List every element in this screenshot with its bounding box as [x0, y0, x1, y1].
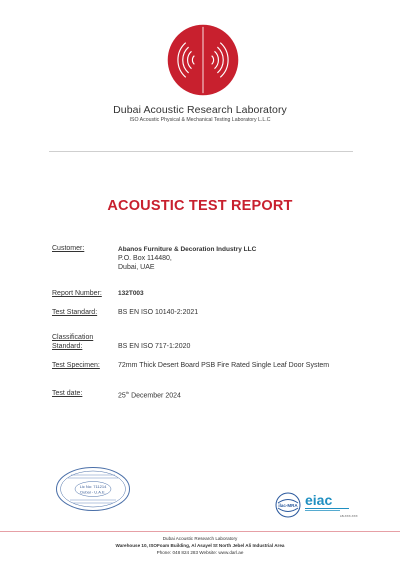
classification-standard-value: BS EN ISO 717-1:2020 — [118, 343, 191, 350]
classification-label-line2: Standard: — [52, 343, 83, 350]
footer-contact: Phone: 048 824 283 Website: www.darl.ae — [156, 550, 244, 555]
header-divider — [49, 151, 353, 152]
eiac-label: eiac — [305, 492, 333, 508]
ilac-mra-logo — [275, 492, 301, 518]
test-standard-value: BS EN ISO 10140-2:2021 — [118, 309, 199, 316]
customer-label: Customer: — [52, 245, 85, 252]
eiac-code: LB-XXX-XXX — [340, 514, 358, 518]
footer-divider — [0, 531, 400, 532]
lab-name: Dubai Acoustic Research Laboratory — [113, 104, 287, 116]
company-stamp — [55, 466, 131, 512]
test-specimen-label: Test Specimen: — [52, 362, 100, 369]
test-date-label: Test date: — [52, 390, 83, 397]
test-date-suffix: th — [125, 390, 130, 395]
customer-address-line1: P.O. Box 114480, — [118, 255, 172, 262]
footer-lab-name: Dubai Acoustic Research Laboratory — [162, 536, 238, 541]
ilac-label: ilac-MRA — [278, 503, 298, 508]
customer-name: Abanos Furniture & Decoration Industry LLC — [118, 246, 257, 253]
report-number-label: Report Number: — [52, 290, 102, 297]
stamp-license-text: Lic No: 711214 — [79, 484, 107, 489]
classification-label-line1: Classification — [52, 334, 94, 341]
test-date-day: 25 — [118, 392, 126, 400]
test-date-month-year: December 2024 — [129, 392, 181, 400]
lab-subtitle: ISO Acoustic Physical & Mechanical Testing Laboratory L.L.C — [129, 117, 271, 123]
customer-value — [118, 245, 256, 272]
eiac-logo — [304, 489, 358, 519]
stamp-city-text: Dubai - U.A.E. — [80, 489, 106, 495]
test-date-value — [118, 390, 181, 399]
darl-logo — [167, 24, 239, 96]
test-standard-label: Test Standard: — [52, 309, 98, 316]
report-number-value: 132T003 — [118, 290, 144, 297]
test-specimen-value: 72mm Thick Desert Board PSB Fire Rated Single Leaf Door System — [118, 362, 330, 369]
customer-address-line2: Dubai, UAE — [118, 264, 155, 271]
report-title: ACOUSTIC TEST REPORT — [107, 198, 293, 214]
footer-address: Warehouse 10, ISOFoam Building, Al Asayel St North Jebel Ali Industrial Area — [115, 543, 285, 548]
